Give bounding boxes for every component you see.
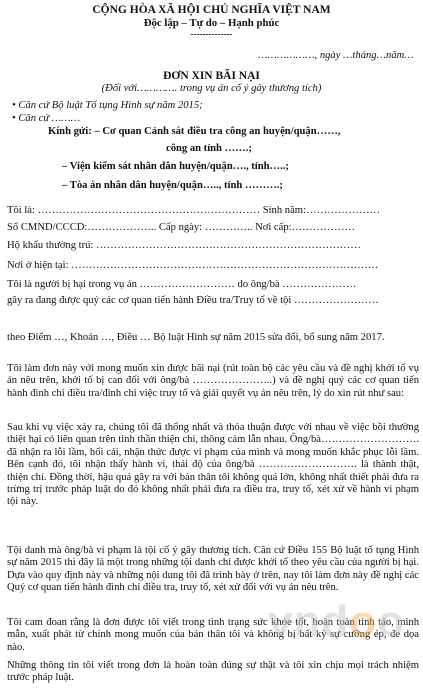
field-name: Tôi là: ……………………………………………………… Sinh năm:………………… xyxy=(7,205,381,216)
paragraph-legal-ground: Tội danh mà ông/bà vi phạm là tội cố ý gây thương tích. Căn cứ Điều 155 Bộ luật tố tụng Hình sự năm 2015 thì đây là một trong những tội danh chỉ được khởi tố theo yêu cầu của người bị hại. Dựa vào quy định này và những nội dung tôi đã trình bày ở trên, nay tôi làm đơn này đề nghị các Quý cơ quan tiến hành đình chỉ điều tra, truy tố, xét xử đối với vụ án nêu trên. xyxy=(7,545,419,594)
field-victim: Tôi là người bị hại trong vụ án ……………………… do ông/bà ………………… xyxy=(7,279,357,290)
legal-basis-1-text: Căn cứ Bộ luật Tố tụng Hình sự năm 2015; xyxy=(18,100,203,111)
paragraph-truth: Những thông tin tôi viết trong đơn là hoàn toàn đúng sự thật và tôi xin chịu mọi trách nhiệm trước pháp luật. xyxy=(7,660,419,684)
paragraph-commitment: Tôi cam đoan rằng là đơn được tôi viết trong tình trạng sức khỏe tốt, hoàn toàn tỉnh táo, minh mẫn, xuất phát từ chính mong muốn của bản thân tôi và không bị bất kỳ sự cưỡng ép, đe dọa nào. xyxy=(7,617,419,653)
date-line: ………………, ngày …tháng…năm… xyxy=(258,50,414,61)
recipient-2: – Viện kiểm sát nhân dân huyện/quận…., tỉnh…..; xyxy=(62,161,289,172)
motto: Độc lập – Tự do – Hạnh phúc xyxy=(143,17,280,29)
national-title: CỘNG HÒA XÃ HỘI CHỦ NGHĨA VIỆT NAM xyxy=(92,4,331,16)
paragraph-law-article: theo Điểm …, Khoản …, Điều … Bộ luật Hình sự năm 2015 sửa đổi, bổ sung năm 2017. xyxy=(7,332,385,343)
field-current-address: Nơi ở hiện tại: …………………………………………………………………………… xyxy=(7,260,379,271)
motto-rule: -------------- xyxy=(190,29,233,39)
legal-basis-2: • Căn cứ ……… xyxy=(12,113,81,124)
legal-basis-2-text: Căn cứ ……… xyxy=(18,113,81,124)
watermark-logo: vndoo xyxy=(268,597,406,646)
field-id: Số CMND/CCCD:……………….. Cấp ngày: ………….. Nơi cấp:……………… xyxy=(7,222,356,233)
document-subtitle: (Đối với…………. trong vụ án cố ý gây thương tích) xyxy=(101,83,322,94)
field-residence: Hộ khẩu thường trú: ………………………………………………………………… xyxy=(7,240,361,251)
recipient-1: Kính gửi: – Cơ quan Cảnh sát điều tra công an huyện/quận……, xyxy=(48,126,341,137)
document-title: ĐƠN XIN BÃI NẠI xyxy=(163,70,260,82)
recipient-1-cont: công an tỉnh …….; xyxy=(166,143,252,154)
paragraph-reasons: Sau khi vụ việc xảy ra, chúng tôi đã thống nhất và thỏa thuận được với nhau về việc bồi thường thiệt hại có liên quan trên tinh thần thiện chí, thông cảm lẫn nhau. Ông/bà………………………. đã nhận ra lỗi lầm, hối cải, nhận thức được vi phạm của mình và mong muốn khắc phục lỗi lầm. Bên cạnh đó, tôi nhận thấy hành vi, thái độ của ông/bà ………………………. là thành thật, thiện chí. Đồng thời, hậu quả gây ra với bản thân tôi không quá lớn, không nhất thiết phải đưa ra trừng trị trước pháp luật do đó không nhất phải đưa ra điều tra, truy tố, xét xử về hành vi phạm tội này. xyxy=(7,422,419,508)
legal-basis-1: • Căn cứ Bộ luật Tố tụng Hình sự năm 2015; xyxy=(12,100,203,111)
paragraph-crime: gây ra đang được quý các cơ quan tiến hành Điều tra/Truy tố về tội …………………… xyxy=(7,295,379,306)
paragraph-request: Tôi làm đơn này với mong muốn xin được bãi nại (rút toàn bộ các yêu cầu và đề nghị khởi tố vụ án nêu trên, khởi tố bị can đối với ông/bà …………………..) và đề nghị quý các cơ quan tiến hành đình chỉ điều tra/đình chỉ việc truy tố và giải quyết vụ án nêu trên, lý do xin rút như sau: xyxy=(7,363,419,399)
recipient-3: – Tòa án nhân dân huyện/quận….., tỉnh ……….; xyxy=(62,180,283,191)
